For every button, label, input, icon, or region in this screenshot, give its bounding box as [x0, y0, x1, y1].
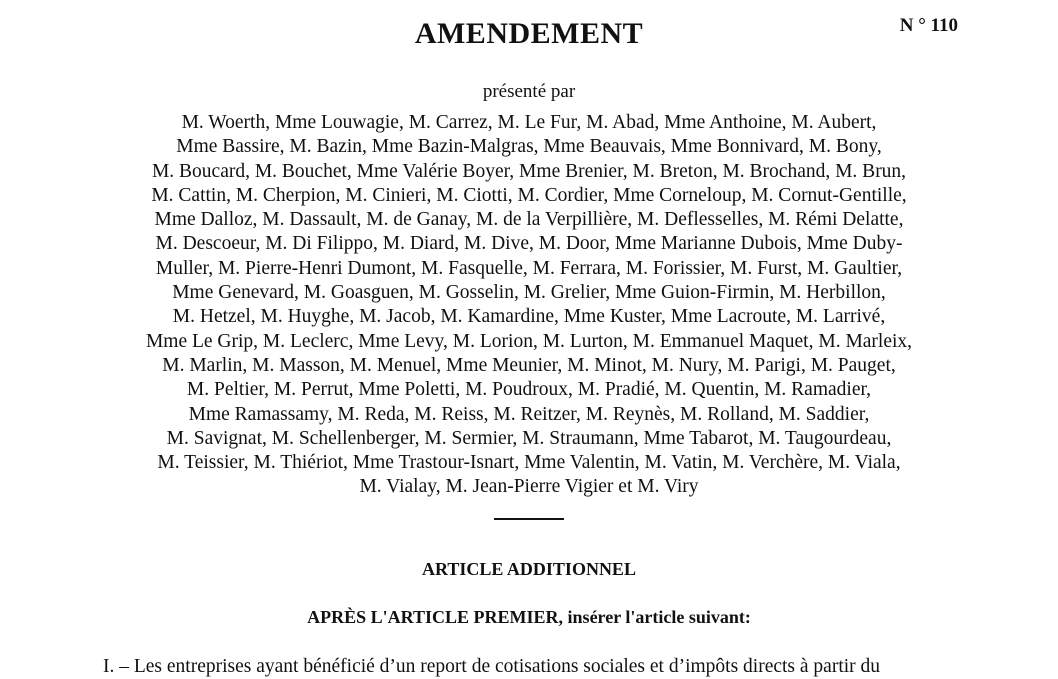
- separator-rule: [494, 518, 564, 520]
- authors-line: M. Descoeur, M. Di Filippo, M. Diard, M. Dive, M. Door, Mme Marianne Dubois, Mme Duby-: [155, 233, 903, 255]
- instruction-rest: insérer l'article suivant:: [563, 607, 751, 627]
- authors-line: M. Vialay, M. Jean-Pierre Vigier et M. Viry: [359, 476, 699, 498]
- authors-line: M. Teissier, M. Thiériot, Mme Trastour-Isnart, Mme Valentin, M. Vatin, M. Verchère, M. Viala,: [157, 452, 901, 474]
- authors-line: M. Savignat, M. Schellenberger, M. Sermier, M. Straumann, Mme Tabarot, M. Taugourdeau,: [166, 427, 892, 449]
- amendment-number: N ° 110: [899, 15, 958, 36]
- authors-line: M. Marlin, M. Masson, M. Menuel, Mme Meunier, M. Minot, M. Nury, M. Parigi, M. Pauget,: [162, 354, 896, 376]
- authors-list: [0, 111, 1058, 500]
- authors-line: Mme Dalloz, M. Dassault, M. de Ganay, M. de la Verpillière, M. Deflesselles, M. Rémi Delatte,: [154, 209, 904, 231]
- authors-line: M. Cattin, M. Cherpion, M. Cinieri, M. Ciotti, M. Cordier, Mme Corneloup, M. Cornut-Gentille,: [151, 184, 907, 206]
- authors-line: M. Woerth, Mme Louwagie, M. Carrez, M. Le Fur, M. Abad, Mme Anthoine, M. Aubert,: [181, 112, 877, 133]
- authors-line: Mme Bassire, M. Bazin, Mme Bazin-Malgras, Mme Beauvais, Mme Bonnivard, M. Bony,: [176, 136, 882, 158]
- insertion-instruction: [0, 605, 1058, 629]
- authors-line: M. Peltier, M. Perrut, Mme Poletti, M. Poudroux, M. Pradié, M. Quentin, M. Ramadier,: [186, 379, 872, 401]
- authors-line: M. Hetzel, M. Huyghe, M. Jacob, M. Kamardine, Mme Kuster, Mme Lacroute, M. Larrivé,: [172, 306, 886, 328]
- document-title: AMENDEMENT: [414, 17, 644, 50]
- authors-line: M. Boucard, M. Bouchet, Mme Valérie Boyer, Mme Brenier, M. Breton, M. Brochand, M. Brun,: [151, 160, 907, 182]
- authors-line: Mme Genevard, M. Goasguen, M. Gosselin, M. Grelier, Mme Guion-Firmin, M. Herbillon,: [172, 282, 886, 304]
- presented-by-label: présenté par: [482, 81, 576, 102]
- authors-line: Muller, M. Pierre-Henri Dumont, M. Fasquelle, M. Ferrara, M. Forissier, M. Furst, M. Gaultier,: [155, 257, 903, 279]
- authors-line: Mme Le Grip, M. Leclerc, Mme Levy, M. Lorion, M. Lurton, M. Emmanuel Maquet, M. Marleix,: [145, 330, 913, 352]
- authors-line: Mme Ramassamy, M. Reda, M. Reiss, M. Reitzer, M. Reynès, M. Rolland, M. Saddier,: [188, 403, 870, 425]
- body-paragraph: I. – Les entreprises ayant bénéficié d’un report de cotisations sociales et d’impôts directs à partir du: [103, 656, 881, 677]
- article-heading: ARTICLE ADDITIONNEL: [422, 559, 636, 579]
- instruction-bold: APRÈS L'ARTICLE PREMIER,: [307, 607, 564, 627]
